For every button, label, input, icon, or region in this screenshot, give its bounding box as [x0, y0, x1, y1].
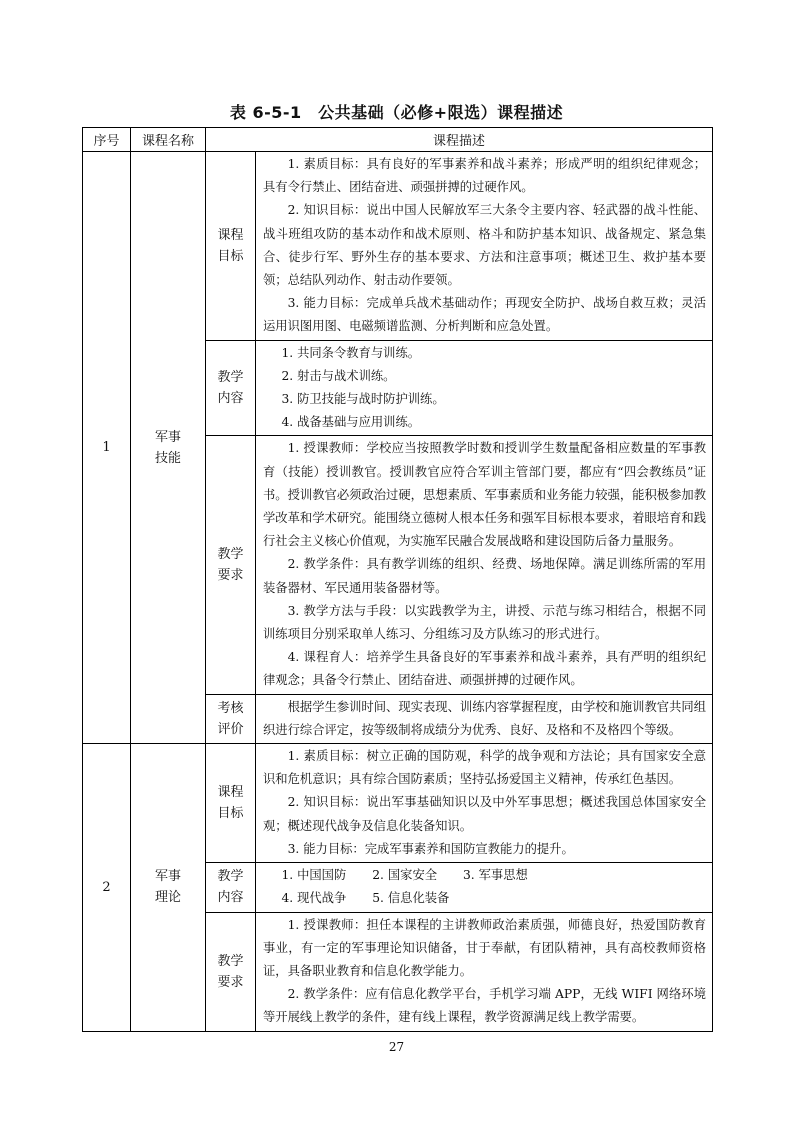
category-content	[256, 694, 713, 743]
list-item: 4. 战备基础与应用训练。	[281, 415, 421, 430]
course-num: 1	[83, 152, 131, 744]
category-content	[256, 912, 713, 1031]
list-item: 5. 信息化装备	[372, 891, 450, 906]
category-label: 课程目标	[206, 744, 256, 863]
list-item: 1. 共同条令教育与训练。	[281, 345, 421, 360]
category-content	[256, 340, 713, 436]
category-content	[256, 152, 713, 341]
list-line	[263, 887, 706, 910]
list-item: 2. 国家安全	[372, 868, 438, 883]
header-course-desc: 课程描述	[206, 128, 713, 152]
page-number: 27	[388, 1040, 405, 1054]
table-row	[83, 744, 713, 863]
list-line	[263, 864, 706, 887]
paragraph: 2. 教学条件：应有信息化教学平台，手机学习端 APP，无线 WIFI 网络环境等开展线上教学的条件，建有线上课程，教学资源满足线上教学需要。	[263, 987, 707, 1025]
category-label: 课程目标	[206, 152, 256, 341]
category-label: 教学内容	[206, 340, 256, 436]
paragraph: 3. 教学方法与手段：以实践教学为主，讲授、示范与练习相结合，根据不同训练项目分别采取单人练习、分组练习及方队练习的形式进行。	[263, 603, 707, 642]
paragraph: 2. 教学条件：具有教学训练的组织、经费、场地保障。满足训练所需的军用装备器材、军民通用装备器材等。	[263, 557, 707, 595]
category-content	[256, 744, 713, 863]
header-num: 序号	[83, 128, 131, 152]
header-course-name: 课程名称	[131, 128, 206, 152]
category-label: 考核评价	[206, 694, 256, 743]
paragraph: 1. 素质目标：树立正确的国防观，科学的战争观和方法论；具有国家安全意识和危机意识；具有综合国防素质；坚持弘扬爱国主义精神，传承红色基因。	[263, 749, 707, 787]
category-label: 教学内容	[206, 863, 256, 912]
course-name: 军事技能	[131, 152, 206, 744]
paragraph: 1. 授课教师：担任本课程的主讲教师政治素质强，师德良好，热爱国防教育事业，有一定的军事理论知识储备，甘于奉献，有团队精神，具有高校教师资格证，具备职业教育和信息化教学能力。	[263, 917, 707, 978]
paragraph: 1. 素质目标：具有良好的军事素养和战斗素养；形成严明的组织纪律观念；具有令行禁止、团结奋进、顽强拼搏的过硬作风。	[263, 157, 707, 195]
list-item: 4. 现代战争	[281, 891, 347, 906]
category-content	[256, 436, 713, 694]
table-header-row	[83, 128, 713, 152]
paragraph: 1. 授课教师：学校应当按照教学时数和授训学生数量配备相应数量的军事教育（技能）授训教官。授训教官应符合军训主管部门要，都应有“四会教练员”证书。授训教官必须政治过硬，思想素质、军事素质和业务能力较强，能积极参加教学改革和学术研究。能围绕立德树人根本任务和强军目标根本要求，着眼培育和践行社会主义核心价值观，为实施军民融合发展战略和建设国防后备力量服务。	[263, 441, 707, 549]
list-item: 3. 军事思想	[462, 868, 528, 883]
table-title: 表 6-5-1 公共基础（必修+限选）课程描述	[229, 103, 564, 122]
paragraph: 3. 能力目标：完成单兵战术基础动作；再现安全防护、战场自救互救；灵活运用识图用图、电磁频谱监测、分析判断和应急处置。	[263, 296, 707, 334]
list-item: 1. 中国国防	[281, 868, 347, 883]
course-name: 军事理论	[131, 744, 206, 1031]
paragraph: 2. 知识目标：说出军事基础知识以及中外军事思想；概述我国总体国家安全观；概述现代战争及信息化装备知识。	[263, 795, 707, 833]
course-description-table	[82, 127, 713, 1032]
category-label: 教学要求	[206, 436, 256, 694]
course-num: 2	[83, 744, 131, 1031]
list-item: 2. 射击与战术训练。	[281, 368, 396, 383]
paragraph: 根据学生参训时间、现实表现、训练内容掌握程度，由学校和施训教官共同组织进行综合评定，按等级制将成绩分为优秀、良好、及格和不及格四个等级。	[263, 699, 707, 737]
list-item: 3. 防卫技能与战时防护训练。	[281, 392, 445, 407]
table-row	[83, 152, 713, 341]
category-label: 教学要求	[206, 912, 256, 1031]
category-content	[256, 863, 713, 912]
paragraph: 3. 能力目标：完成军事素养和国防宣教能力的提升。	[287, 841, 574, 856]
paragraph: 2. 知识目标：说出中国人民解放军三大条令主要内容、轻武器的战斗性能、战斗班组攻防的基本动作和战术原则、格斗和防护基本知识、战备规定、紧急集合、徒步行军、野外生存的基本要求、方法和注意事项；概述卫生、救护基本要领；总结队列动作、射击动作要领。	[263, 203, 707, 288]
paragraph: 4. 课程育人：培养学生具备良好的军事素养和战斗素养，具有严明的组织纪律观念；具备令行禁止、团结奋进、顽强拼搏的过硬作风。	[263, 650, 707, 688]
